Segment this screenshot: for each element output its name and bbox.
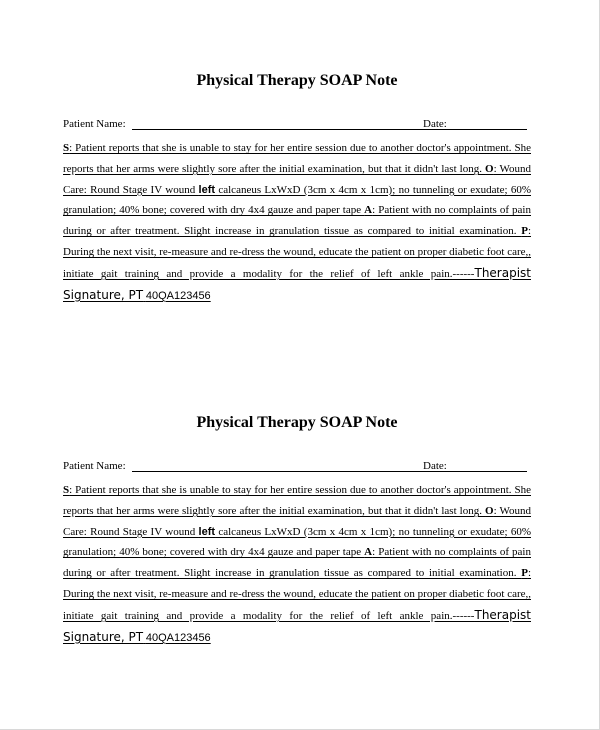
plan-label: P <box>521 567 528 580</box>
date-field[interactable] <box>449 129 527 130</box>
subjective-text: : Patient reports that she is unable to stay for her entire session due to another doctor's appointment. She reports that her arms were slightly sore after the initial examination, but that it didn't last long. <box>63 484 531 517</box>
therapist-signature: Therapist Signature, PT <box>63 607 531 644</box>
therapist-signature: Therapist Signature, PT <box>63 265 531 302</box>
objective-text-1: : Wound Care: Round Stage IV wound <box>63 162 531 196</box>
assessment-label: A <box>364 204 373 217</box>
objective-text-2: calcaneus LxWxD (3cm x 4cm x 1cm); no tunneling or exudate; 60% granulation; 40% bone; covered with dry 4x4 gauze and paper tape <box>63 525 531 559</box>
license-number: 40QA123456 <box>145 289 211 302</box>
date-field[interactable] <box>449 471 527 472</box>
note-title: Physical Therapy SOAP Note <box>196 72 398 89</box>
note-title: Physical Therapy SOAP Note <box>196 414 398 431</box>
soap-body <box>63 138 531 306</box>
patient-name-label: Patient Name: <box>63 460 126 472</box>
soap-note-2 <box>63 413 531 648</box>
soap-body <box>63 480 531 648</box>
date-label: Date: <box>423 118 447 130</box>
plan-text: : During the next visit, re-measure and re-dress the wound, educate the patient on proper diabetic foot care,, initiate gait training and provide a modality for the relief of left ankle pain.------ <box>63 225 531 280</box>
date-label: Date: <box>423 460 447 472</box>
patient-date-line <box>63 117 531 131</box>
subjective-label: S <box>63 142 70 154</box>
patient-name-label: Patient Name: <box>63 118 126 130</box>
plan-label: P <box>521 225 528 238</box>
assessment-text: : Patient with no complaints of pain during or after treatment. Slight increase in granulation tissue as compared to initial examination. <box>63 204 531 238</box>
objective-left: left <box>198 525 216 538</box>
plan-text: : During the next visit, re-measure and re-dress the wound, educate the patient on proper diabetic foot care,, initiate gait training and provide a modality for the relief of left ankle pain.------ <box>63 567 531 622</box>
objective-label: O <box>485 162 494 175</box>
subjective-label: S <box>63 484 70 496</box>
assessment-label: A <box>364 546 373 559</box>
patient-date-line <box>63 459 531 473</box>
objective-text-2: calcaneus LxWxD (3cm x 4cm x 1cm); no tunneling or exudate; 60% granulation; 40% bone; covered with dry 4x4 gauze and paper tape <box>63 183 531 217</box>
objective-left: left <box>198 183 216 196</box>
subjective-text: : Patient reports that she is unable to stay for her entire session due to another doctor's appointment. She reports that her arms were slightly sore after the initial examination, but that it didn't last long. <box>63 142 531 175</box>
soap-note-1 <box>63 71 531 306</box>
license-number: 40QA123456 <box>145 631 211 644</box>
assessment-text: : Patient with no complaints of pain during or after treatment. Slight increase in granulation tissue as compared to initial examination. <box>63 546 531 580</box>
objective-text-1: : Wound Care: Round Stage IV wound <box>63 504 531 538</box>
objective-label: O <box>485 504 494 517</box>
